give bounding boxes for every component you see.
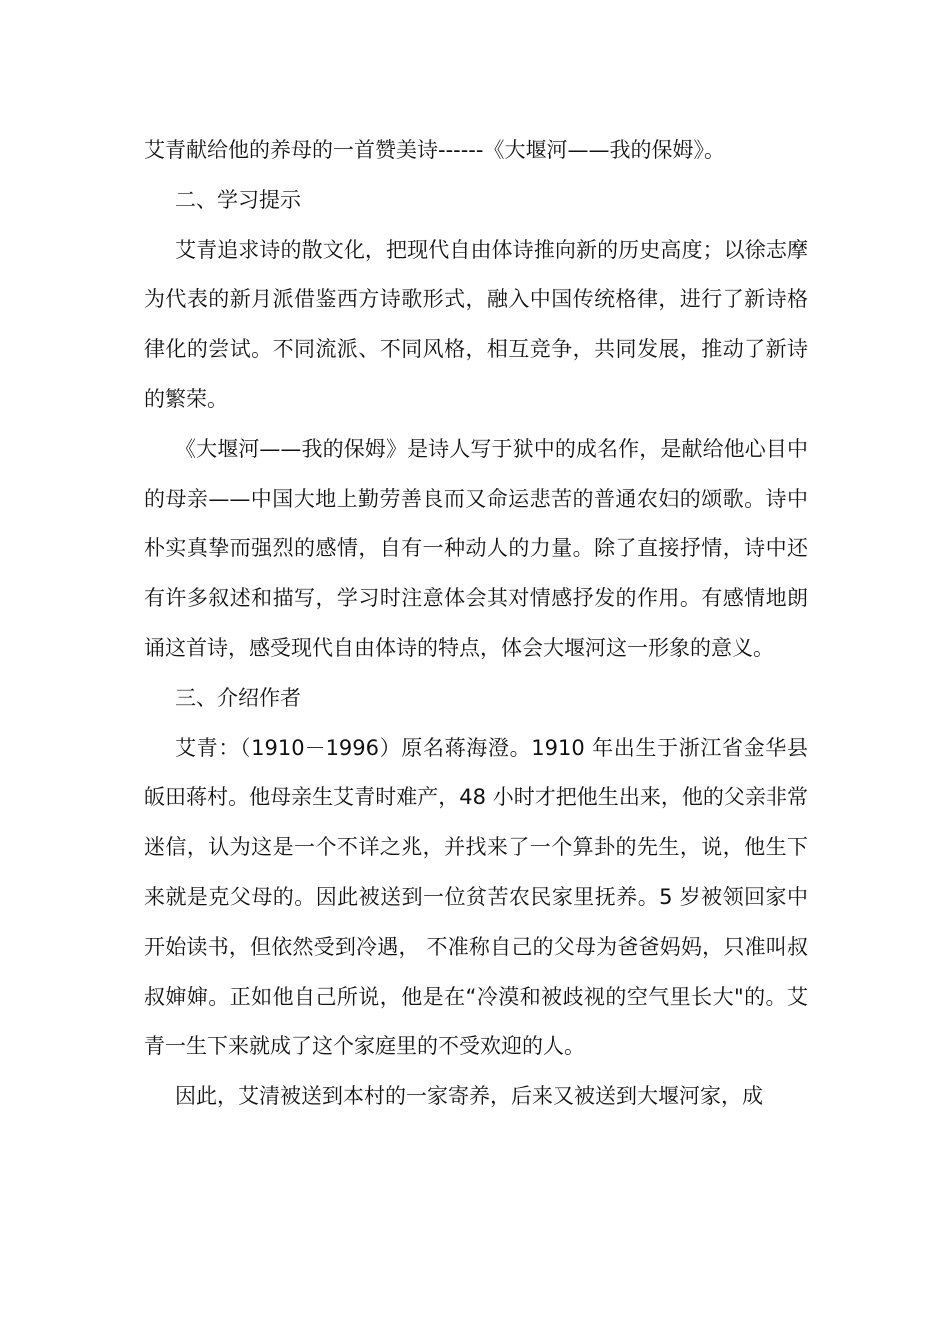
paragraph-study-tips: 艾青追求诗的散文化，把现代自由体诗推向新的历史高度；以徐志摩为代表的新月派借鉴西方诗歌形式，融入中国传统格律，进行了新诗格律化的尝试。不同流派、不同风格，相互竞争，共同发展，推动了新诗的繁荣。	[144, 237, 808, 411]
paragraph-fostering: 因此，艾清被送到本村的一家寄养，后来又被送到大堰河家，成	[175, 1084, 763, 1109]
document-body	[144, 126, 808, 1122]
paragraph-author-bio: 艾青：（1910－1996）原名蒋海澄。1910 年出生于浙江省金华县皈田蒋村。他母亲生艾青时难产，48 小时才把他生出来，他的父亲非常迷信，认为这是一个不详之兆，并找来了一个算卦的先生，说，他生下来就是克父母的。因此被送到一位贫苦农民家里抚养。5 岁被领回家中开始读书，但依然受到冷遇， 不准称自己的父母为爸爸妈妈，只准叫叔叔婶婶。正如他自己所说，他是在“冷漠和被歧视的空气里长大"的。艾青一生下来就成了这个家庭里的不受欢迎的人。	[144, 735, 808, 1059]
heading-study-tips: 二、学习提示	[175, 187, 301, 212]
paragraph-poem-intro: 艾青献给他的养母的一首赞美诗------《大堰河——我的保姆》。	[144, 138, 725, 162]
paragraph-poem-analysis: 《大堰河——我的保姆》是诗人写于狱中的成名作，是献给他心目中的母亲——中国大地上勤劳善良而又命运悲苦的普通农妇的颂歌。诗中朴实真挚而强烈的感情，自有一种动人的力量。除了直接抒情，诗中还有许多叙述和描写，学习时注意体会其对情感抒发的作用。有感情地朗诵这首诗，感受现代自由体诗的特点，体会大堰河这一形象的意义。	[144, 436, 808, 660]
heading-author-intro: 三、介绍作者	[175, 685, 301, 710]
